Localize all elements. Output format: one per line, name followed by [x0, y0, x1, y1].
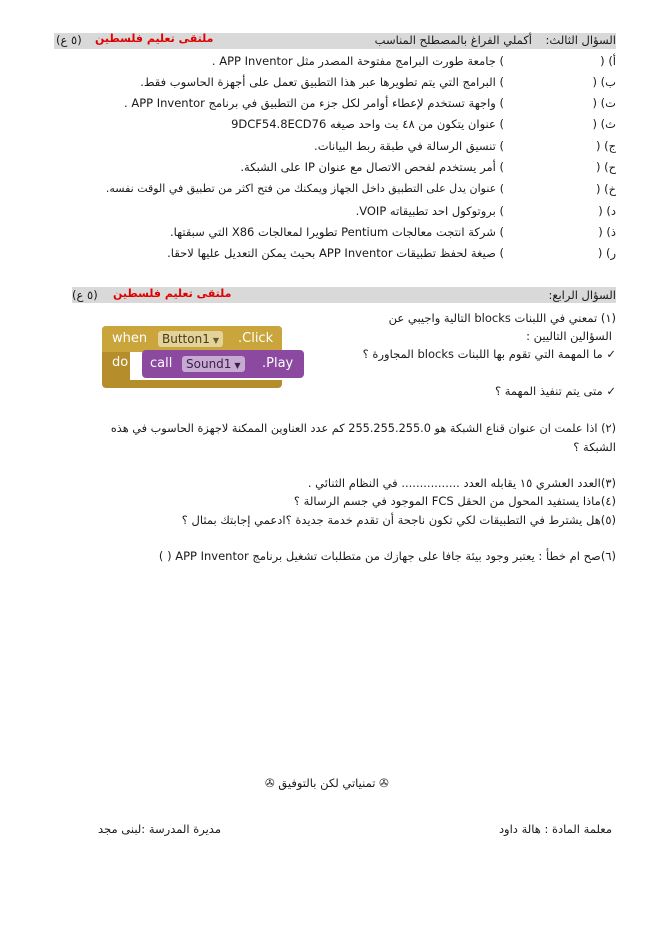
item-letter: خ) ( — [595, 182, 616, 196]
item-letter: د) ( — [598, 204, 616, 218]
item-letter: ح) ( — [595, 160, 616, 174]
item-letter: ر) ( — [597, 246, 616, 260]
item-letter: ب) ( — [592, 75, 616, 89]
q4-p1-line1: (١) تمعني في اللبنات blocks التالية واجيبي عن — [388, 311, 616, 325]
wheel-icon: ✇ — [265, 776, 275, 790]
check-icon: ✓ — [606, 384, 616, 398]
item-text: ) جامعة طورت البرامج مفتوحة المصدر مثل APP Inventor . — [211, 54, 504, 68]
item-text: ) واجهة تستخدم لإعطاء أوامر لكل جزء من التطبيق في برنامج APP Inventor . — [124, 96, 504, 110]
list-item — [60, 204, 616, 222]
wheel-icon: ✇ — [379, 776, 389, 790]
list-item — [60, 225, 616, 243]
item-letter: ت) ( — [592, 96, 616, 110]
item-letter: ذ) ( — [598, 225, 616, 239]
call-play-block — [142, 350, 304, 378]
item-text: ) عنوان يتكون من ٤٨ بت واحد صيغه 9DCF54.8ECD76 — [231, 117, 504, 131]
q3-source: ملتقى تعليم فلسطين — [95, 32, 214, 45]
item-letter: ج) ( — [595, 139, 616, 153]
item-letter: ث) ( — [592, 117, 616, 131]
list-item — [60, 182, 616, 200]
q4-p1-q1 — [363, 347, 616, 361]
button-name: Button1 — [162, 332, 210, 346]
item-text: ) تنسيق الرسالة في طبقة ربط البيانات. — [314, 139, 504, 153]
q4-source: ملتقى تعليم فلسطين — [113, 287, 232, 300]
list-item — [60, 117, 616, 135]
item-text: ) بروتوكول احد تطبيقاته VOIP. — [355, 204, 504, 218]
item-text: ) البرامج التي يتم تطويرها عبر هذا التطبيق تعمل على أجهزة الحاسوب فقط. — [140, 75, 504, 89]
item-text: ) شركة انتجت معالجات Pentium تطويرا لمعالجات X86 التي سبقتها. — [169, 225, 504, 239]
q3-instruction: أكملي الفراغ بالمصطلح المناسب — [374, 33, 532, 47]
list-item — [60, 75, 616, 93]
list-item — [60, 54, 616, 72]
do-label: do — [112, 355, 129, 370]
q4-p1-q2 — [495, 384, 616, 398]
q4-p2-line2: الشبكة ؟ — [573, 440, 616, 454]
sound-dropdown — [182, 356, 245, 372]
q3-title: السؤال الثالث: — [545, 33, 616, 47]
dropdown-arrow-icon: ▼ — [234, 361, 241, 370]
q4-title: السؤال الرابع: — [548, 288, 616, 302]
q4-p1-line2: السؤالين التاليين : — [526, 329, 612, 343]
item-letter: أ) ( — [600, 54, 616, 68]
list-item — [60, 139, 616, 157]
item-text: ) صيغة لحفظ تطبيقات APP Inventor بحيث يمكن التعديل عليها لاحقا. — [167, 246, 504, 260]
dropdown-arrow-icon: ▼ — [212, 336, 219, 345]
wish-text: تمنياتي لكن بالتوفيق — [278, 776, 376, 790]
good-luck-wish — [265, 776, 389, 790]
when-label: when — [112, 331, 148, 346]
list-item — [60, 246, 616, 264]
check-icon: ✓ — [606, 347, 616, 361]
play-label: .Play — [262, 356, 294, 371]
click-label: .Click — [238, 331, 274, 346]
q3-marks: (٥ ع) — [56, 33, 82, 47]
principal-name: مديرة المدرسة :لبنى مجد — [98, 822, 221, 836]
q4-p5: (٥)هل يشترط في التطبيقات لكي تكون ناجحة أن تقدم خدمة جديدة ؟ادعمي إجابتك بمثال ؟ — [181, 513, 616, 527]
item-text: ) أمر يستخدم لفحص الاتصال مع عنوان IP على الشبكة. — [240, 160, 504, 174]
button-dropdown — [158, 331, 223, 347]
teacher-name: معلمة المادة : هالة داود — [498, 822, 612, 836]
call-label: call — [150, 356, 173, 371]
item-text: ) عنوان يدل على التطبيق داخل الجهاز ويمكنك من فتح اكثر من تطبيق في الوقت نفسه. — [105, 182, 504, 195]
list-item — [60, 96, 616, 114]
q4-p1-q2-text: متى يتم تنفيذ المهمة ؟ — [494, 384, 603, 398]
q4-p2-line1: (٢) اذا علمت ان عنوان قناع الشبكة هو 255.255.255.0 كم عدد العناوين الممكنة لاجهزة الحاسوب في هذه — [110, 422, 616, 435]
q4-p3: (٣)العدد العشري ١٥ يقابله العدد ................ في النظام الثنائي . — [307, 476, 616, 490]
q4-p1-q1-text: ما المهمة التي تقوم بها اللبنات blocks المجاورة ؟ — [362, 347, 603, 361]
q4-p6: (٦)صح ام خطأ : يعتبر وجود بيئة جافا على جهازك من متطلبات تشغيل برنامج APP Inventor ( ) — [158, 549, 616, 563]
list-item — [60, 160, 616, 178]
q4-marks: (٥ ع) — [72, 288, 98, 302]
sound-name: Sound1 — [186, 357, 232, 371]
q4-p4: (٤)ماذا يستفيد المحول من الحقل FCS الموجود في جسم الرسالة ؟ — [293, 494, 616, 508]
